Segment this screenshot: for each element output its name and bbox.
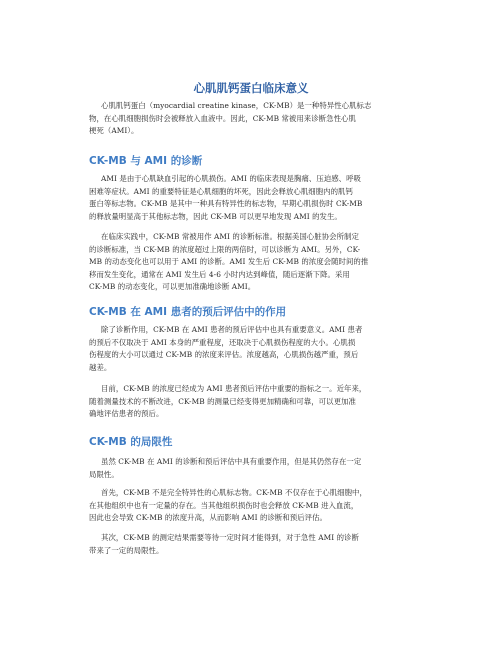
paragraph: [89, 231, 419, 294]
document-title: 心肌肌钙蛋白临床意义: [193, 81, 309, 95]
text-line: 心肌肌钙蛋白（myocardial creatine kinase，CK-MB）是一种特异性心肌标志: [101, 101, 372, 110]
text-line: 首先，CK-MB 不是完全特异性的心肌标志物。CK-MB 不仅存在于心肌细胞中，: [101, 488, 367, 497]
text-line: 局限性。: [89, 469, 119, 479]
section-heading-diagnosis: CK-MB 与 AMI 的诊断: [89, 155, 203, 167]
text-line: 梗死（AMI）。: [89, 126, 139, 136]
text-line: 除了诊断作用，CK-MB 在 AMI 患者的预后评估中也具有重要意义。AMI 患者: [101, 325, 363, 334]
text-line: CK-MB 的动态变化，可以更加准确地诊断 AMI。: [89, 282, 256, 292]
paragraph: [89, 324, 419, 374]
text-line: 确地评估患者的预后。: [89, 409, 164, 419]
text-line: 其次，CK-MB 的测定结果需要等待一定时间才能得到，对于急性 AMI 的诊断: [101, 533, 359, 542]
text-line: 越差。: [89, 362, 112, 372]
paragraph: [89, 383, 419, 421]
text-line: 在其他组织中也有一定量的存在。当其他组织损伤时也会释放 CK-MB 进入血流，: [89, 500, 359, 510]
text-line: 困难等症状。AMI 的重要特征是心肌细胞的坏死，因此会释放心肌细胞内的肌钙: [89, 186, 353, 196]
intro-paragraph: [89, 100, 419, 138]
text-line: 伤程度的大小可以通过 CK-MB 的浓度来评估。浓度越高，心肌损伤越严重，预后: [89, 350, 359, 360]
text-line: 移而发生变化，通常在 AMI 发生后 4-6 小时内达到峰值，随后逐渐下降。采用: [89, 269, 350, 279]
paragraph: [89, 456, 419, 481]
section-heading-limitations: CK-MB 的局限性: [89, 436, 173, 448]
paragraph: [89, 532, 419, 557]
text-line: 带来了一定的局限性。: [89, 545, 164, 555]
text-line: 因此也会导致 CK-MB 的浓度升高，从而影响 AMI 的诊断和预后评估。: [89, 513, 327, 523]
text-line: 的释放量明显高于其他标志物，因此 CK-MB 可以更早地发现 AMI 的发生。: [89, 211, 342, 221]
text-line: 物，在心肌细胞损伤时会被释放入血液中。因此，CK-MB 常被用来诊断急性心肌: [89, 113, 356, 123]
text-line: 的诊断标准，当 CK-MB 的浓度超过上限的两倍时，可以诊断为 AMI。另外，CK-: [89, 244, 361, 254]
text-line: 的预后不仅取决于 AMI 本身的严重程度，还取决于心肌损伤程度的大小。心肌损: [89, 337, 356, 347]
section-heading-prognosis: CK-MB 在 AMI 患者的预后评估中的作用: [89, 306, 287, 318]
text-line: 虽然 CK-MB 在 AMI 的诊断和预后评估中具有重要作用，但是其仍然存在一定: [101, 457, 362, 466]
text-line: AMI 是由于心肌缺血引起的心肌损伤。AMI 的临床表现是胸痛、压迫感、呼吸: [101, 174, 361, 183]
text-line: 随着测量技术的不断改进，CK-MB 的测量已经变得更加精确和可靠，可以更加准: [89, 396, 356, 406]
text-line: MB 的动态变化也可以用于 AMI 的诊断。AMI 发生后 CK-MB 的浓度会随时间的推: [89, 257, 369, 267]
text-line: 目前，CK-MB 的浓度已经成为 AMI 患者预后评估中重要的指标之一。近年来，: [101, 384, 367, 393]
text-line: 在临床实践中，CK-MB 常被用作 AMI 的诊断标准。根据美国心脏协会所制定: [101, 232, 359, 241]
paragraph: [89, 173, 419, 223]
text-line: 蛋白等标志物。CK-MB 是其中一种具有特异性的标志物，早期心肌损伤时 CK-MB: [89, 199, 363, 209]
paragraph: [89, 487, 419, 525]
